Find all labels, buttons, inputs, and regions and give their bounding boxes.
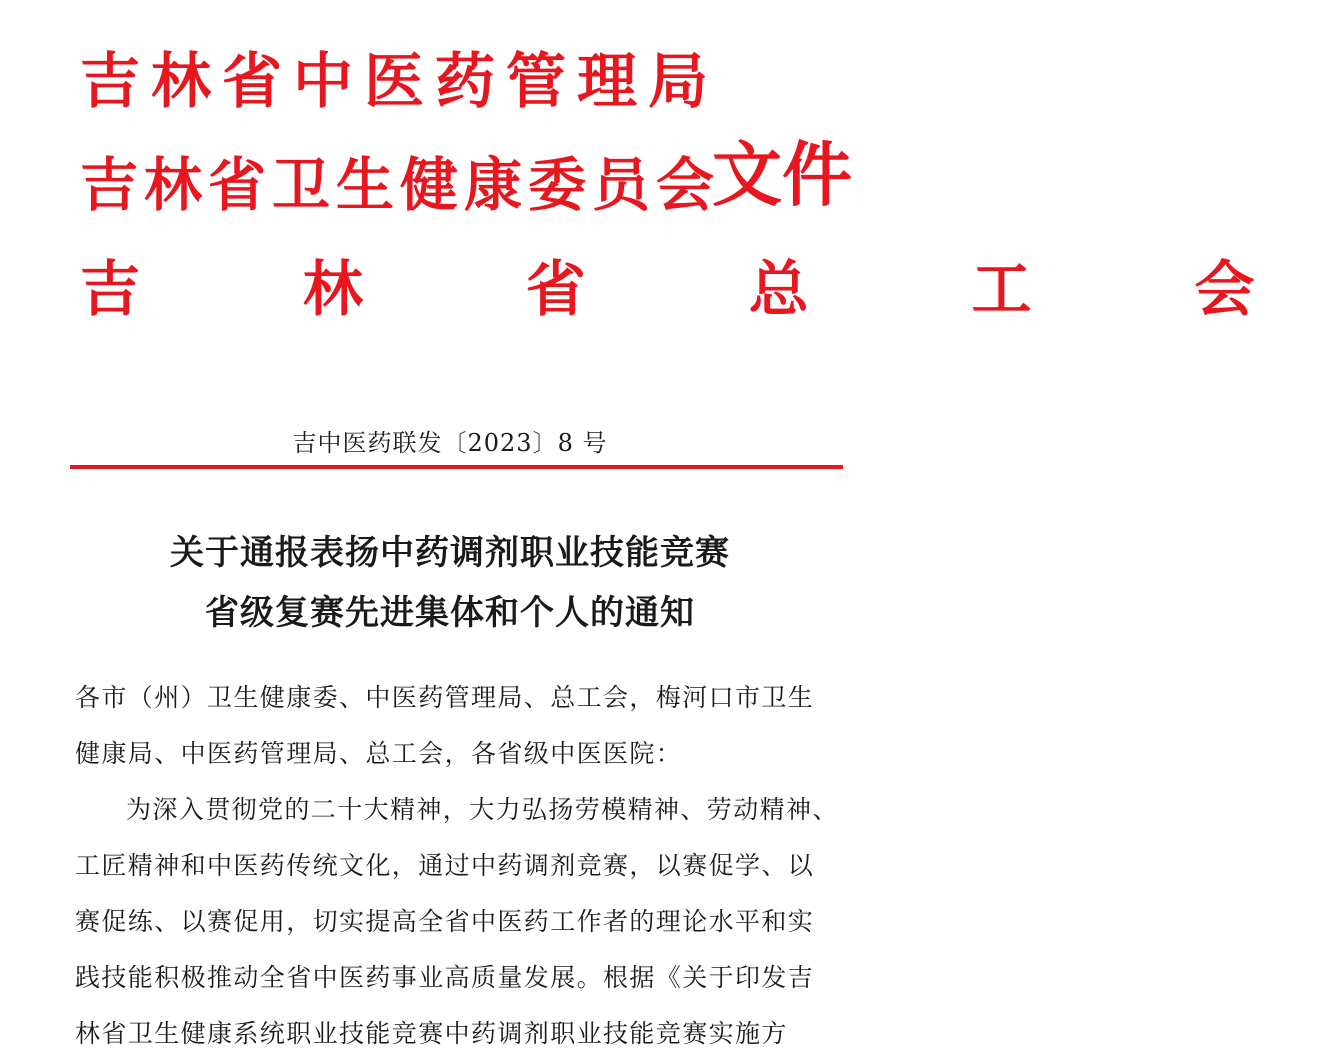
body-paragraph-line: 工匠精神和中医药传统文化，通过中药调剂竞赛，以赛促学、以 bbox=[75, 851, 815, 880]
document-title-line-1: 关于通报表扬中药调剂职业技能竞赛 bbox=[170, 533, 730, 573]
body-paragraph-line: 为深入贯彻党的二十大精神，大力弘扬劳模精神、劳动精神、 bbox=[126, 795, 839, 824]
document-label: 文件 bbox=[712, 134, 852, 216]
issuer-tcm-administration: 吉林省中医药管理局 bbox=[80, 47, 719, 117]
body-paragraph-line: 林省卫生健康系统职业技能竞赛中药调剂职业技能竞赛实施方 bbox=[75, 1019, 788, 1048]
body-paragraph-line: 践技能积极推动全省中医药事业高质量发展。根据《关于印发吉 bbox=[75, 963, 815, 992]
issuer-federation-of-trade-unions: 吉 林 省 总 工 会 bbox=[80, 255, 1325, 325]
recipients-line-1: 各市（州）卫生健康委、中医药管理局、总工会，梅河口市卫生 bbox=[75, 683, 815, 712]
red-divider bbox=[70, 465, 843, 469]
document-number: 吉中医药联发〔2023〕8 号 bbox=[292, 429, 608, 457]
recipients-line-2: 健康局、中医药管理局、总工会，各省级中医医院： bbox=[75, 739, 683, 768]
issuer-health-commission: 吉林省卫生健康委员会 bbox=[80, 151, 721, 219]
body-paragraph-line: 赛促练、以赛促用，切实提高全省中医药工作者的理论水平和实 bbox=[75, 907, 815, 936]
document-title-line-2: 省级复赛先进集体和个人的通知 bbox=[205, 593, 695, 633]
